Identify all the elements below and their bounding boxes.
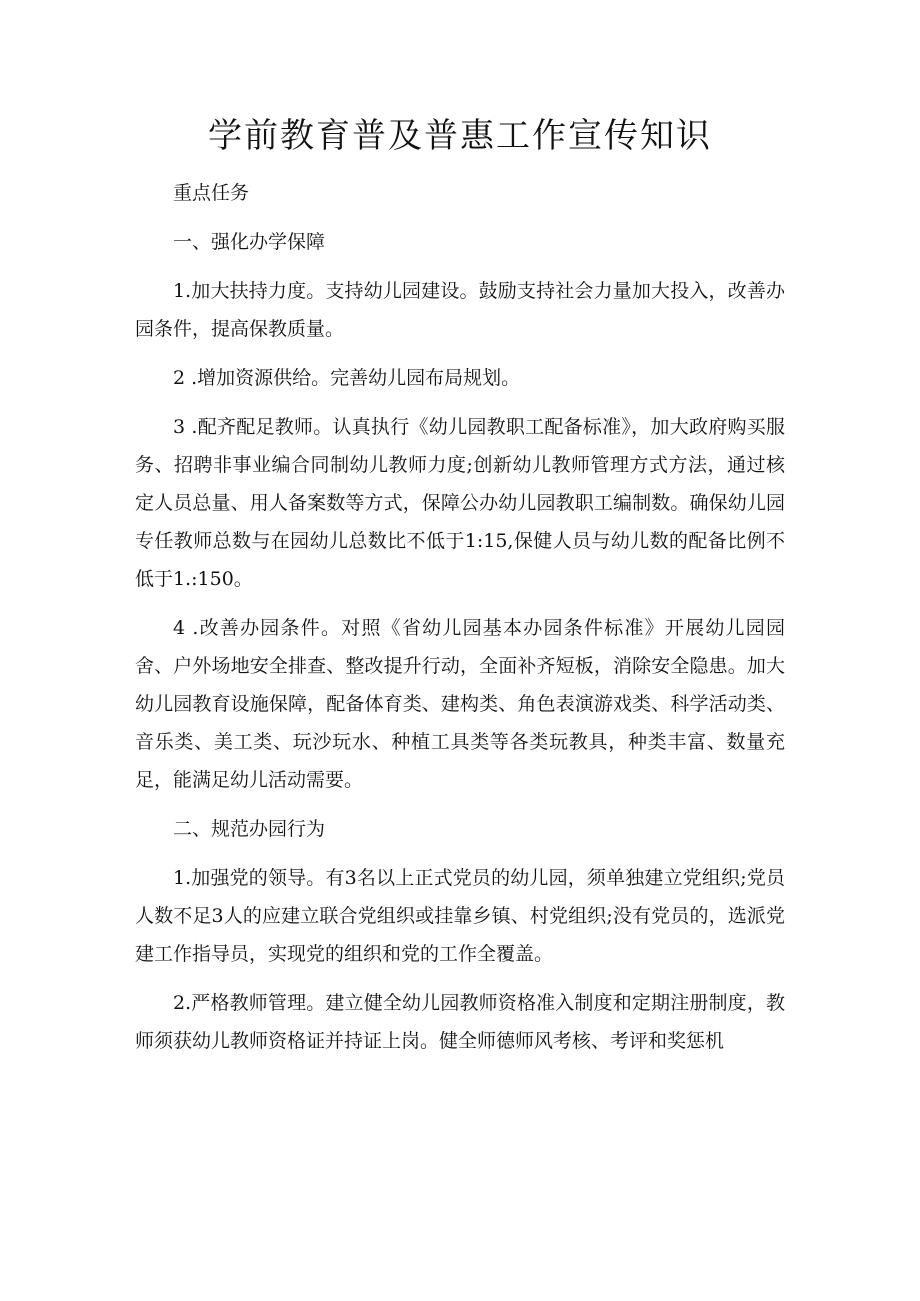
section-label: 重点任务 <box>173 182 250 204</box>
section-heading-1: 一、强化办学保障 <box>173 231 326 253</box>
paragraph-2-2: 2.严格教师管理。建立健全幼儿园教师资格准入制度和定期注册制度，教师须获幼儿教师资格证并持证上岗。健全师德师风考核、考评和奖惩机 <box>135 992 785 1052</box>
section-heading-2: 二、规范办园行为 <box>173 818 326 840</box>
paragraph-1-3: 3 .配齐配足教师。认真执行《幼儿园教职工配备标准》，加大政府购买服务、招聘非事业编合同制幼儿教师力度;创新幼儿教师管理方式方法，通过核定人员总量、用人备案数等方式，保障公办幼儿园教职工编制数。确保幼儿园专任教师总数与在园幼儿总数比不低于1:15,保健人员与幼儿数的配备比例不低于1.:150。 <box>135 416 785 590</box>
paragraph-2-1: 1.加强党的领导。有3名以上正式党员的幼儿园，须单独建立党组织;党员人数不足3人的应建立联合党组织或挂靠乡镇、村党组织;没有党员的，选派党建工作指导员，实现党的组织和党的工作全覆盖。 <box>135 867 785 965</box>
paragraph-1-1: 1.加大扶持力度。支持幼儿园建设。鼓励支持社会力量加大投入，改善办园条件，提高保教质量。 <box>135 280 785 340</box>
paragraph-1-4: 4 .改善办园条件。对照《省幼儿园基本办园条件标准》开展幼儿园园舍、户外场地安全排查、整改提升行动，全面补齐短板，消除安全隐患。加大幼儿园教育设施保障，配备体育类、建构类、角色表演游戏类、科学活动类、音乐类、美工类、玩沙玩水、种植工具类等各类玩教具，种类丰富、数量充足，能满足幼儿活动需要。 <box>135 617 785 791</box>
document-title: 学前教育普及普惠工作宣传知识 <box>208 116 712 156</box>
paragraph-1-2: 2 .增加资源供给。完善幼儿园布局规划。 <box>173 367 521 389</box>
